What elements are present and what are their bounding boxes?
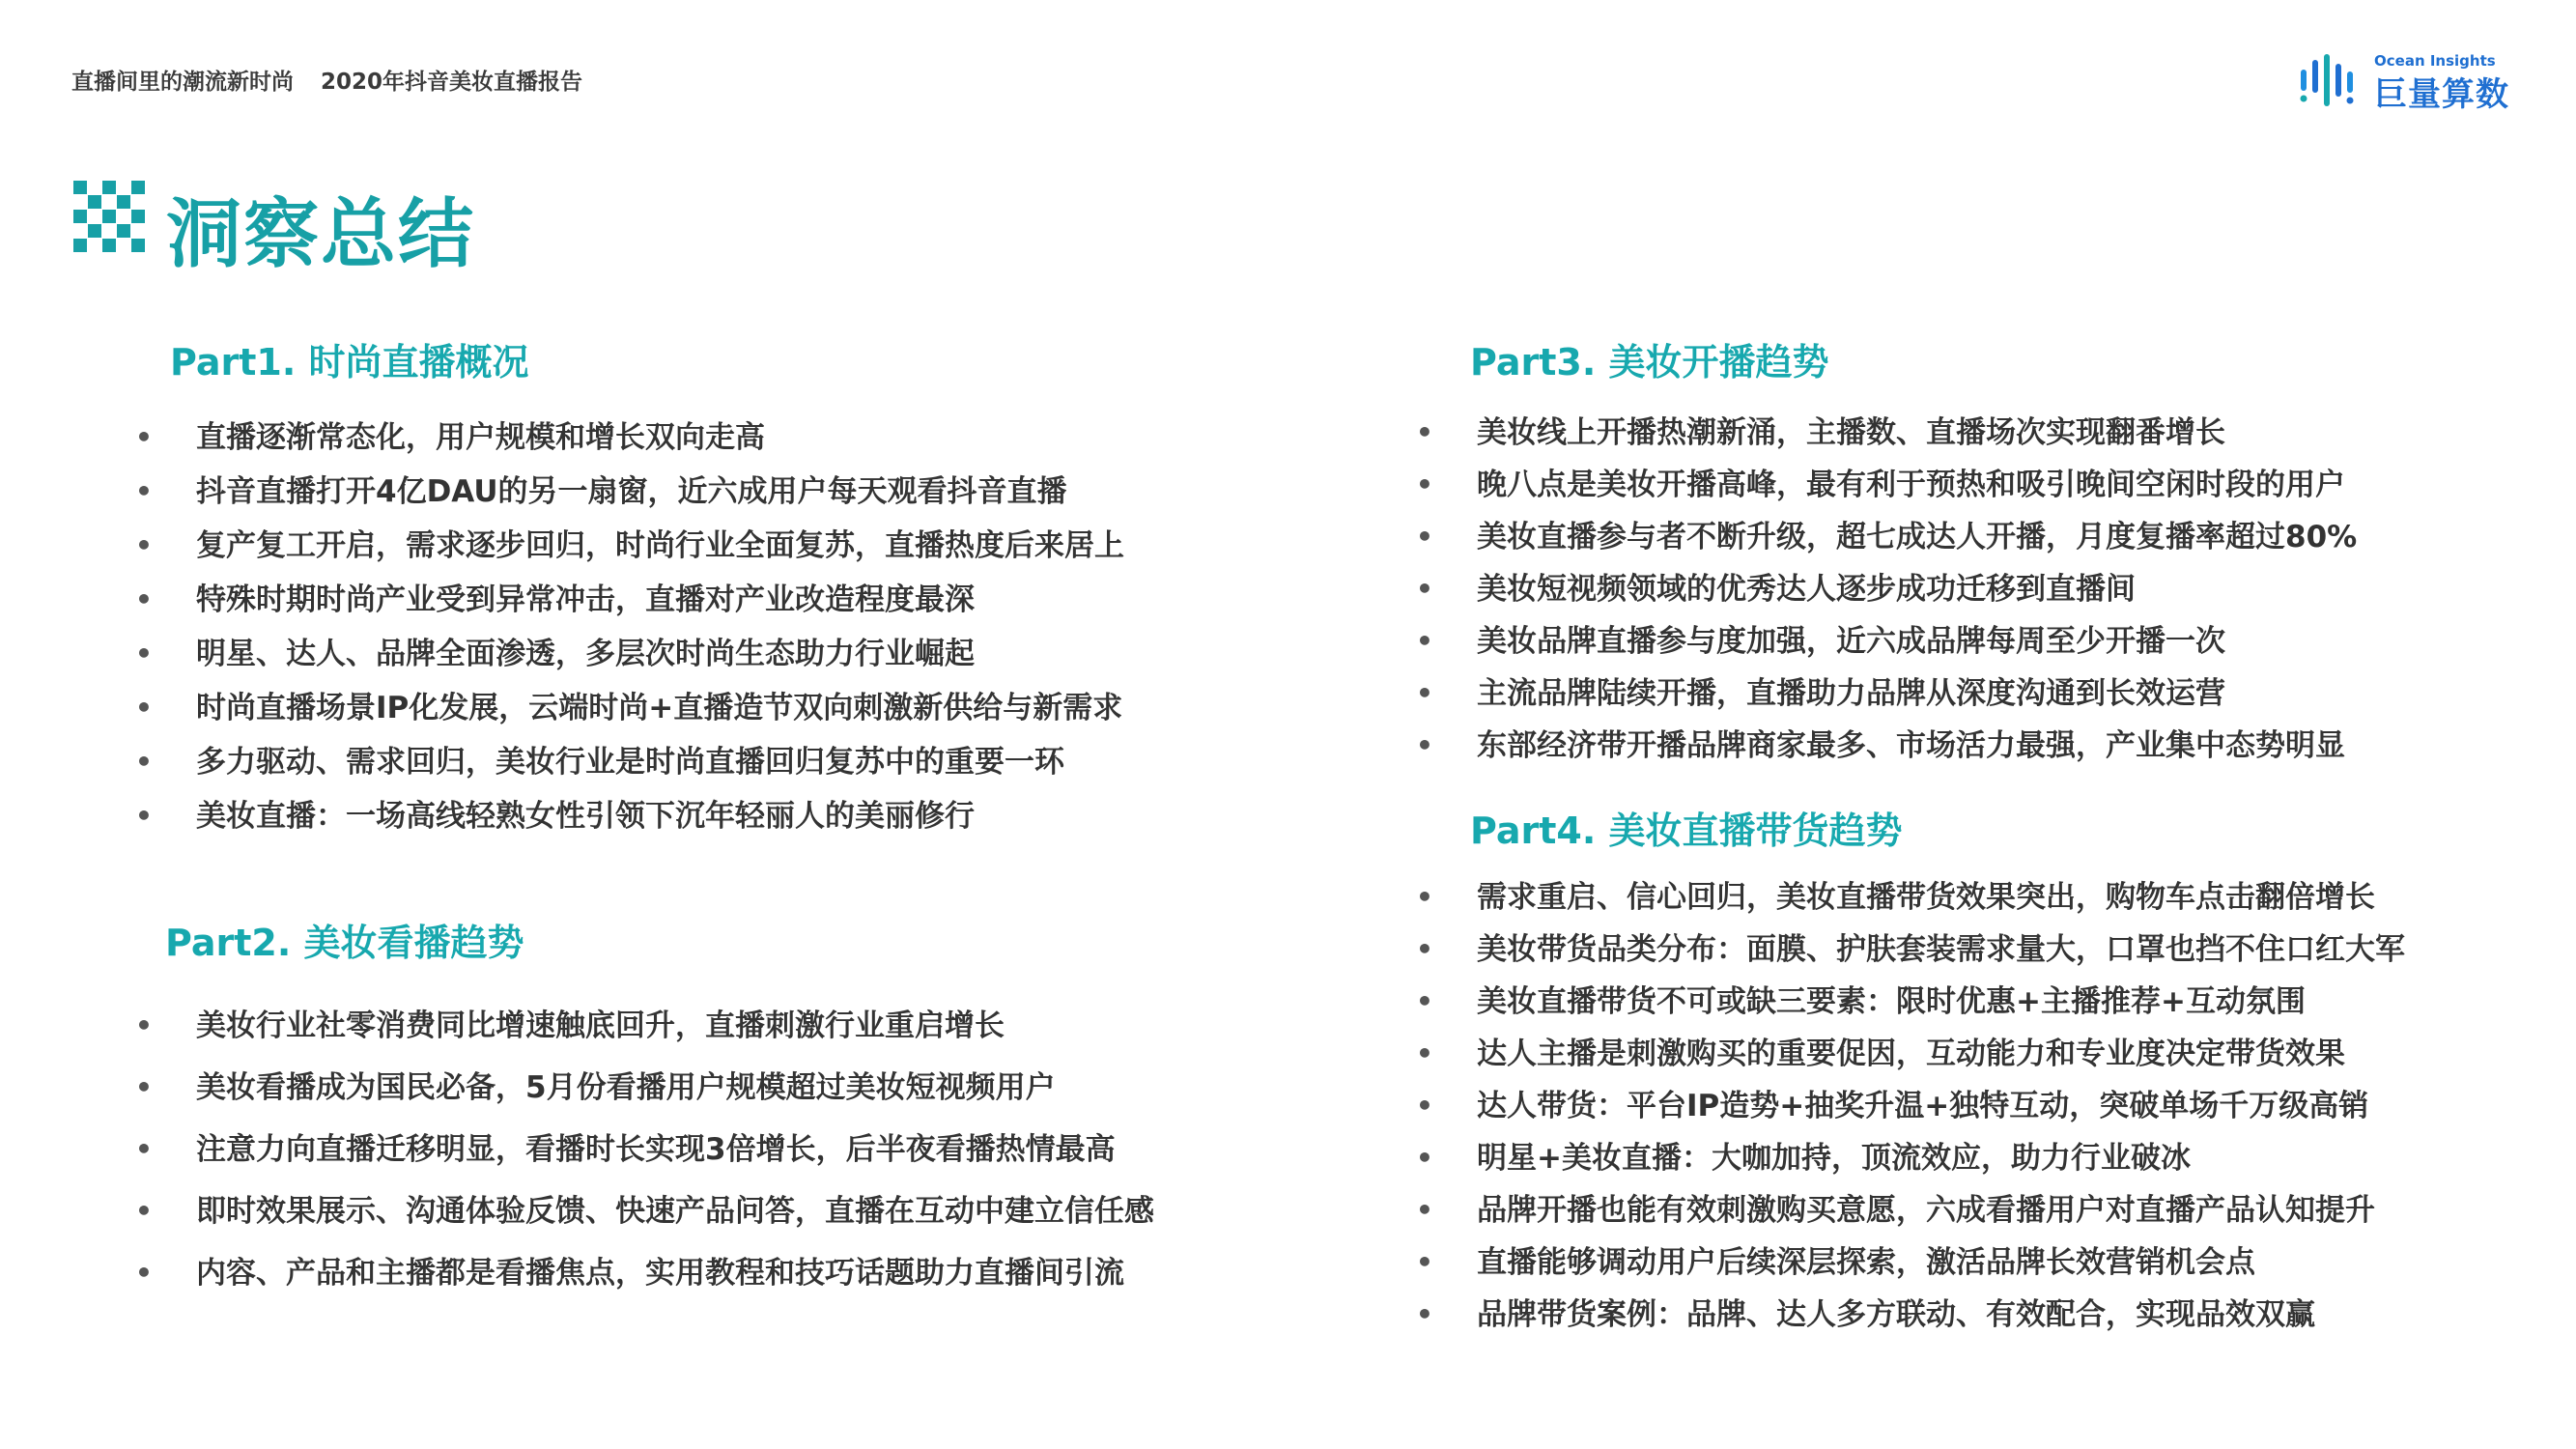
- bullet-icon: •: [135, 475, 153, 507]
- section-part3: [1416, 332, 2357, 772]
- bullet-icon: •: [1416, 469, 1433, 500]
- bullet-list: [1416, 407, 2357, 772]
- list-item: [135, 627, 1124, 681]
- bullet-icon: •: [135, 583, 153, 615]
- bullet-icon: •: [1416, 1194, 1433, 1226]
- list-item-text: 明星+美妆直播：大咖加持，顶流效应，助力行业破冰: [1477, 1141, 2191, 1176]
- bullet-icon: •: [1416, 1298, 1433, 1330]
- list-item-text: 多力驱动、需求回归，美妆行业是时尚直播回归复苏中的重要一环: [196, 745, 1064, 780]
- list-item-text: 主流品牌陆续开播，直播助力品牌从深度沟通到长效运营: [1477, 676, 2225, 711]
- section-part4: [1416, 801, 2405, 1341]
- bullet-icon: •: [1416, 1142, 1433, 1174]
- list-item-text: 美妆短视频领域的优秀达人逐步成功迁移到直播间: [1477, 572, 2136, 607]
- report-header: [71, 64, 582, 96]
- list-item-text: 达人带货：平台IP造势+抽奖升温+独特互动，突破单场千万级高销: [1477, 1089, 2369, 1123]
- list-item-text: 品牌开播也能有效刺激购买意愿，六成看播用户对直播产品认知提升: [1477, 1193, 2375, 1228]
- list-item: [135, 681, 1124, 735]
- bullet-icon: •: [135, 1195, 153, 1227]
- list-item-text: 美妆直播参与者不断升级，超七成达人开播，月度复播率超过80%: [1477, 520, 2358, 554]
- bullet-icon: •: [135, 638, 153, 669]
- bullet-icon: •: [135, 1257, 153, 1289]
- list-item-text: 美妆看播成为国民必备，5月份看播用户规模超过美妆短视频用户: [196, 1070, 1056, 1105]
- report-title: 2020年抖音美妆直播报告: [321, 70, 583, 95]
- bullet-icon: •: [135, 746, 153, 778]
- bullet-list: [135, 411, 1124, 843]
- checker-square-icon: [73, 181, 145, 252]
- list-item: [1416, 1080, 2405, 1132]
- list-item: [1416, 1132, 2405, 1184]
- list-item: [135, 1119, 1154, 1180]
- bullet-icon: •: [135, 529, 153, 561]
- list-item: [135, 1057, 1154, 1119]
- list-item-text: 抖音直播打开4亿DAU的另一扇窗，近六成用户每天观看抖音直播: [196, 474, 1067, 509]
- section-heading: Part4. 美妆直播带货趋势: [1470, 810, 1903, 852]
- bullet-icon: •: [1416, 1037, 1433, 1069]
- list-item-text: 明星、达人、品牌全面渗透，多层次时尚生态助力行业崛起: [196, 637, 975, 671]
- list-item: [135, 411, 1124, 465]
- list-item-text: 晚八点是美妆开播高峰，最有利于预热和吸引晚间空闲时段的用户: [1477, 468, 2345, 502]
- bullet-list: [135, 995, 1154, 1304]
- section-heading: Part2. 美妆看播趋势: [165, 922, 524, 964]
- list-item-text: 需求重启、信心回归，美妆直播带货效果突出，购物车点击翻倍增长: [1477, 880, 2375, 915]
- bullet-icon: •: [135, 421, 153, 453]
- logo-chinese-name: 巨量算数: [2374, 75, 2509, 114]
- section-part2: [135, 913, 1154, 1304]
- list-item: [1416, 720, 2357, 772]
- list-item-text: 复产复工开启，需求逐步回归，时尚行业全面复苏，直播热度后来居上: [196, 528, 1124, 563]
- bullet-icon: •: [135, 1009, 153, 1041]
- bullet-icon: •: [135, 692, 153, 724]
- list-item-text: 美妆线上开播热潮新涌，主播数、直播场次实现翻番增长: [1477, 415, 2225, 450]
- bullet-icon: •: [1416, 881, 1433, 913]
- bullet-icon: •: [1416, 933, 1433, 965]
- list-item: [1416, 407, 2357, 459]
- list-item-text: 内容、产品和主播都是看播焦点，实用教程和技巧话题助力直播间引流: [196, 1256, 1124, 1291]
- list-item: [135, 789, 1124, 843]
- bullet-icon: •: [1416, 1090, 1433, 1122]
- list-item: [1416, 1028, 2405, 1080]
- list-item: [1416, 1184, 2405, 1236]
- list-item-text: 即时效果展示、沟通体验反馈、快速产品问答，直播在互动中建立信任感: [196, 1194, 1154, 1229]
- bullet-icon: •: [1416, 985, 1433, 1017]
- list-item: [135, 995, 1154, 1057]
- list-item-text: 美妆直播：一场高线轻熟女性引领下沉年轻丽人的美丽修行: [196, 799, 975, 834]
- list-item-text: 注意力向直播迁移明显，看播时长实现3倍增长，后半夜看播热情最高: [196, 1132, 1116, 1167]
- bullet-icon: •: [1416, 416, 1433, 448]
- bullet-icon: •: [135, 1071, 153, 1103]
- list-item: [1416, 459, 2357, 511]
- list-item: [1416, 871, 2405, 923]
- list-item: [1416, 563, 2357, 615]
- list-item-text: 品牌带货案例：品牌、达人多方联动、有效配合，实现品效双赢: [1477, 1297, 2315, 1332]
- list-item-text: 东部经济带开播品牌商家最多、市场活力最强，产业集中态势明显: [1477, 728, 2345, 763]
- list-item-text: 特殊时期时尚产业受到异常冲击，直播对产业改造程度最深: [196, 582, 975, 617]
- list-item: [1416, 923, 2405, 976]
- list-item: [135, 465, 1124, 519]
- bullet-icon: •: [1416, 625, 1433, 657]
- list-item-text: 达人主播是刺激购买的重要促因，互动能力和专业度决定带货效果: [1477, 1037, 2345, 1071]
- section-heading: Part1. 时尚直播概况: [170, 341, 529, 384]
- list-item: [135, 735, 1124, 789]
- bullet-icon: •: [135, 800, 153, 832]
- list-item-text: 时尚直播场景IP化发展，云端时尚+直播造节双向刺激新供给与新需求: [196, 691, 1123, 725]
- list-item: [135, 1242, 1154, 1304]
- page-title: 洞察总结: [166, 191, 476, 278]
- list-item: [1416, 1236, 2405, 1289]
- bullet-icon: •: [1416, 573, 1433, 605]
- list-item: [1416, 668, 2357, 720]
- bullet-icon: •: [1416, 677, 1433, 709]
- list-item: [1416, 1289, 2405, 1341]
- list-item-text: 直播逐渐常态化，用户规模和增长双向走高: [196, 420, 765, 455]
- list-item-text: 美妆品牌直播参与度加强，近六成品牌每周至少开播一次: [1477, 624, 2225, 659]
- section-heading: Part3. 美妆开播趋势: [1470, 341, 1829, 384]
- list-item: [1416, 615, 2357, 668]
- list-item: [1416, 511, 2357, 563]
- logo-english-name: Ocean Insights: [2374, 52, 2496, 70]
- ocean-insights-logo: [2297, 50, 2519, 114]
- list-item-text: 直播能够调动用户后续深层探索，激活品牌长效营销机会点: [1477, 1245, 2255, 1280]
- section-part1: [135, 332, 1124, 843]
- bullet-icon: •: [1416, 729, 1433, 761]
- bullet-icon: •: [135, 1133, 153, 1165]
- list-item-text: 美妆带货品类分布：面膜、护肤套装需求量大，口罩也挡不住口红大军: [1477, 932, 2405, 967]
- bullet-icon: •: [1416, 521, 1433, 553]
- bullet-icon: •: [1416, 1246, 1433, 1278]
- list-item: [1416, 976, 2405, 1028]
- list-item: [135, 573, 1124, 627]
- report-subtitle: 直播间里的潮流新时尚: [71, 70, 294, 95]
- list-item-text: 美妆直播带货不可或缺三要素：限时优惠+主播推荐+互动氛围: [1477, 984, 2306, 1019]
- list-item-text: 美妆行业社零消费同比增速触底回升，直播刺激行业重启增长: [196, 1009, 1005, 1043]
- list-item: [135, 519, 1124, 573]
- bar-waveform-logo-icon: [2297, 50, 2366, 110]
- bullet-list: [1416, 871, 2405, 1341]
- list-item: [135, 1180, 1154, 1242]
